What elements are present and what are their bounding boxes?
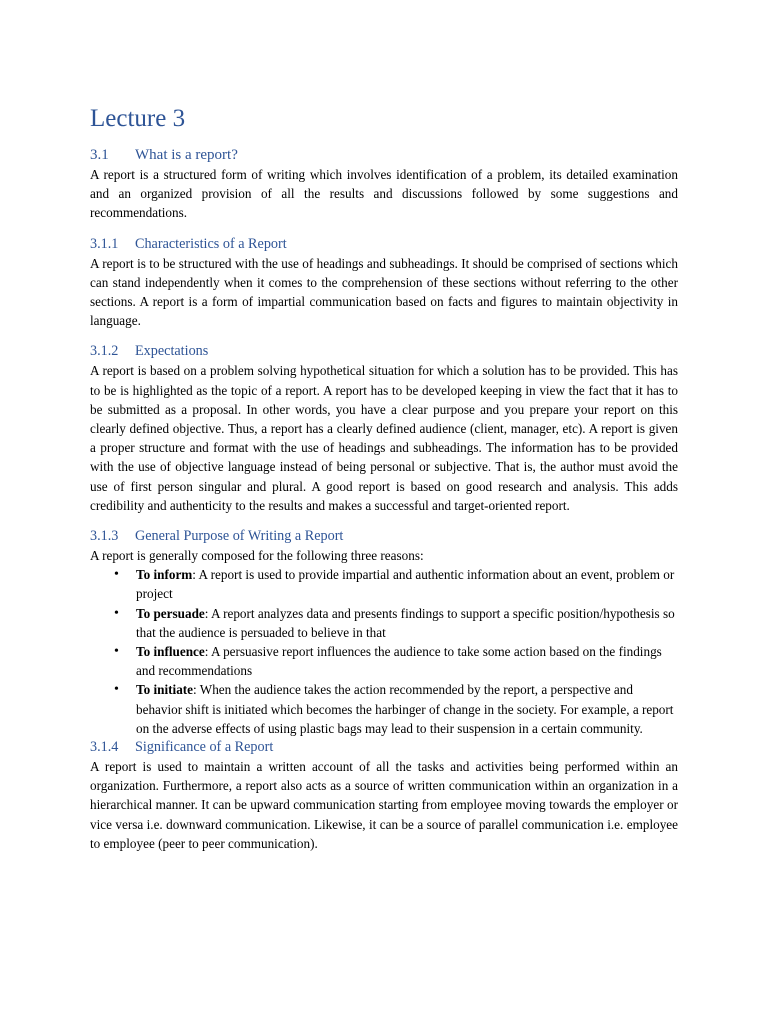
list-item-text: : A persuasive report influences the audience to take some action based on the findings and recommendations bbox=[136, 644, 662, 679]
list-item bbox=[114, 604, 678, 642]
purpose-list bbox=[90, 565, 678, 738]
section-title: General Purpose of Writing a Report bbox=[135, 528, 344, 545]
section-number: 3.1.1 bbox=[90, 235, 119, 252]
bullet-icon: • bbox=[114, 605, 119, 621]
section-title: Significance of a Report bbox=[135, 739, 274, 756]
paragraph-what-is-report: A report is a structured form of writing which involves identification of a problem, its detailed examination and an organized provision of all the results and discussions followed by some suggestions and recommendations. bbox=[90, 167, 678, 221]
page-title: Lecture 3 bbox=[90, 105, 186, 132]
list-item-lead: To persuade bbox=[136, 605, 205, 621]
list-item-text: : A report analyzes data and presents findings to support a specific position/hypothesis so that the audience is persuaded to believe in that bbox=[136, 605, 675, 640]
section-heading-3-1 bbox=[90, 146, 678, 165]
list-item bbox=[114, 642, 678, 680]
list-item-text: : When the audience takes the action recommended by the report, a perspective and behavior shift is initiated which becomes the harbinger of change in the society. For example, a report on the adverse effects of using plastic bags may lead to their suspension in a certain community. bbox=[136, 682, 674, 736]
section-title: Expectations bbox=[135, 343, 209, 360]
list-item-lead: To influence bbox=[136, 644, 205, 660]
bullet-icon: • bbox=[114, 567, 119, 583]
section-number: 3.1.2 bbox=[90, 343, 119, 360]
list-item-lead: To initiate bbox=[136, 682, 194, 698]
section-heading-3-1-1 bbox=[90, 235, 678, 254]
section-heading-3-1-3 bbox=[90, 527, 678, 546]
section-heading-3-1-4 bbox=[90, 738, 678, 757]
list-item bbox=[114, 680, 678, 738]
paragraph-purpose-intro: A report is generally composed for the following three reasons: bbox=[90, 548, 424, 564]
section-title: Characteristics of a Report bbox=[135, 235, 287, 252]
document-page bbox=[90, 104, 678, 853]
section-number: 3.1 bbox=[90, 147, 109, 163]
paragraph-characteristics: A report is to be structured with the use of headings and subheadings. It should be comprised of sections which can stand independently when it comes to the comprehension of these sections without referring to the other sections. A report is a form of impartial communication based on facts and figures to maintain objectivity in language. bbox=[90, 255, 678, 329]
section-heading-3-1-2 bbox=[90, 342, 678, 361]
bullet-icon: • bbox=[114, 682, 119, 698]
bullet-icon: • bbox=[114, 644, 119, 660]
section-number: 3.1.4 bbox=[90, 739, 119, 756]
list-item-lead: To inform bbox=[136, 567, 193, 583]
paragraph-significance: A report is used to maintain a written account of all the tasks and activities being performed within an organization. Furthermore, a report also acts as a source of written communication within an organization in a hierarchical manner. It can be upward communication starting from employee moving towards the employer or vice versa i.e. downward communication. Likewise, it can be a source of parallel communication i.e. employee to employee (peer to peer communication). bbox=[90, 759, 678, 851]
list-item bbox=[114, 565, 678, 603]
paragraph-expectations: A report is based on a problem solving hypothetical situation for which a solution has to be provided. This has to be is highlighted as the topic of a report. A report has to be developed keeping in view the fact that it has to be submitted as a proposal. In other words, you have a clear purpose and you prepare your report on this clearly defined objective. Thus, a report has a clearly defined audience (client, manager, etc). A report is given a proper structure and format with the use of headings and subheadings. The information has to be provided with the use of objective language instead of being personal or subjective. That is, the author must avoid the use of first person singular and plural. A good report is based on good research and analysis. This adds credibility and authenticity to the results and makes a successful and target-oriented report. bbox=[90, 363, 678, 513]
section-title: What is a report? bbox=[135, 147, 238, 163]
list-item-text: : A report is used to provide impartial and authentic information about an event, problem or project bbox=[136, 567, 675, 602]
section-number: 3.1.3 bbox=[90, 528, 119, 545]
